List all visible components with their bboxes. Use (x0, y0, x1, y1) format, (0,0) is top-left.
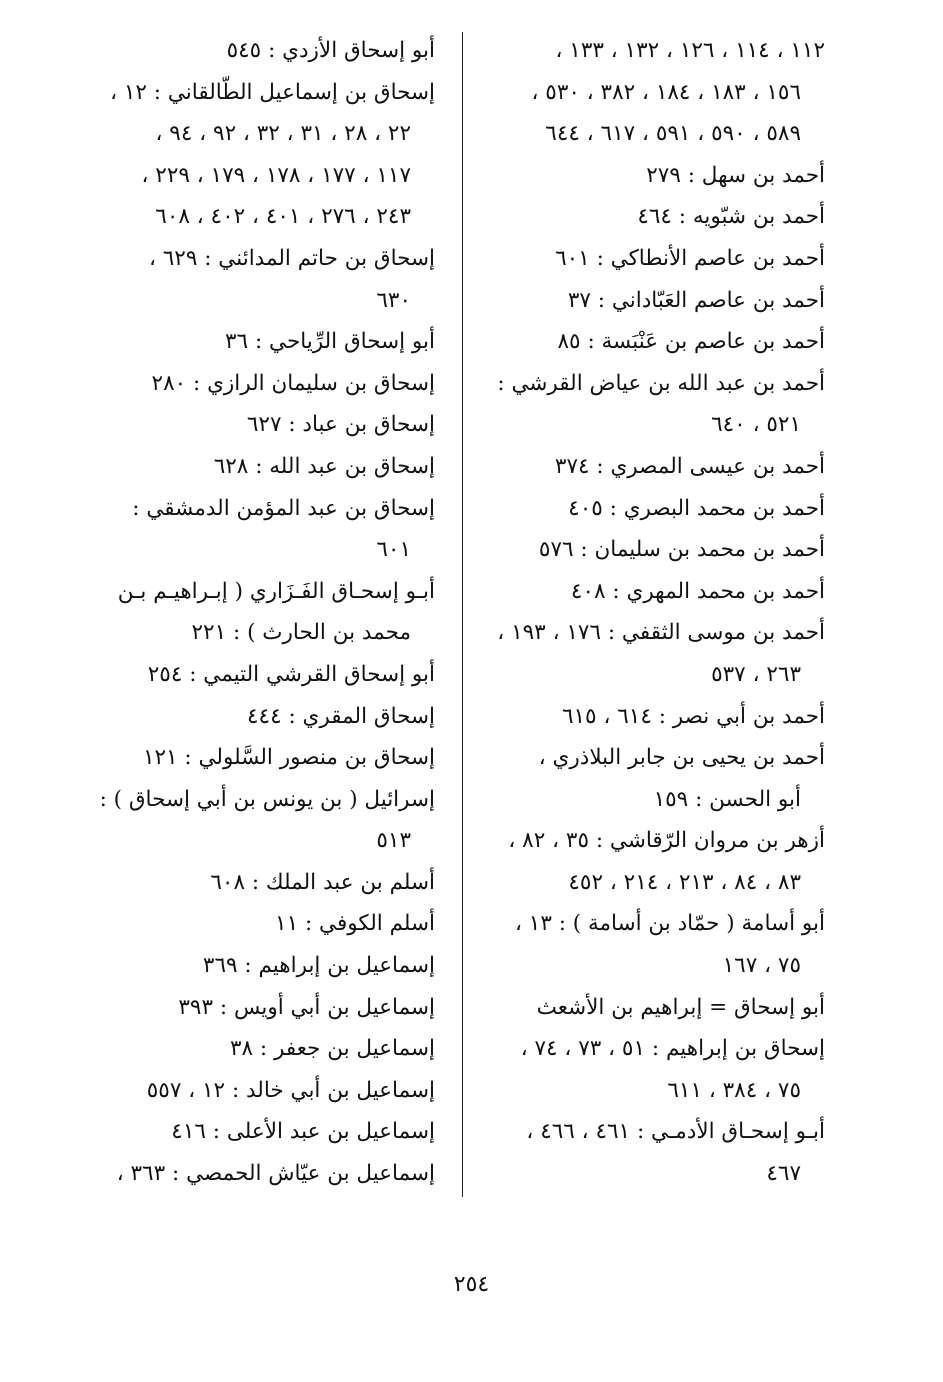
entry-line: أبو إسحاق القرشي التيمي : ٢٥٤ (147, 661, 435, 687)
index-entry (495, 1111, 825, 1194)
index-entry (99, 404, 435, 446)
index-entry (99, 571, 435, 654)
index-entry (495, 488, 825, 530)
entry-continuation-line: ٥١٣ (376, 828, 411, 854)
entry-line: إسماعيل بن أبي خالد : ١٢ ، ٥٥٧ (146, 1077, 435, 1103)
index-column-right (495, 30, 825, 1195)
index-entry (99, 446, 435, 488)
index-entry (495, 696, 825, 738)
entry-line: أحمد بن محمد المهري : ٤٠٨ (570, 578, 825, 604)
entry-line: أحمد بن عيسى المصري : ٣٧٤ (554, 453, 825, 479)
index-entry (495, 820, 825, 903)
index-entry (99, 488, 435, 571)
entry-line: أحمد بن شبّويه : ٤٦٤ (637, 204, 825, 230)
entry-line: إسماعيل بن أبي أويس : ٣٩٣ (178, 994, 435, 1020)
entry-line: أبـو إسحـاق الأدمـي : ٤٦١ ، ٤٦٦ ، (526, 1119, 825, 1145)
entry-continuation-line: ٧٥ ، ١٦٧ (722, 953, 801, 979)
entry-line: إسحاق بن إسماعيل الطّالقاني : ١٢ ، (110, 79, 435, 105)
entry-line: إسرائيل ( بن يونس بن أبي إسحاق ) : (99, 786, 435, 812)
entry-continuation-line: ٨٣ ، ٨٤ ، ٢١٣ ، ٢١٤ ، ٤٥٢ (568, 869, 801, 895)
entry-continuation-line: ٦٠١ (376, 537, 411, 563)
entry-line: أحمد بن عبد الله بن عياض القرشي : (497, 370, 825, 396)
index-entry (495, 987, 825, 1029)
index-entry (495, 1028, 825, 1111)
index-entry (495, 903, 825, 986)
entry-line: أبو إسحاق الأزدي : ٥٤٥ (226, 38, 435, 63)
index-entry (495, 571, 825, 613)
index-entry (99, 903, 435, 945)
entry-continuation-line: ٢٦٣ ، ٥٣٧ (711, 661, 801, 687)
entry-line: أحمد بن محمد بن سليمان : ٥٧٦ (538, 537, 825, 563)
entry-line: ١١٢ ، ١١٤ ، ١٢٦ ، ١٣٢ ، ١٣٣ ، (555, 38, 825, 63)
entry-line: أبو إسحاق الرِّياحي : ٣٦ (225, 329, 435, 355)
index-entry (495, 321, 825, 363)
index-column-left (99, 30, 435, 1195)
entry-line: أحمد بن أبي نصر : ٦١٤ ، ٦١٥ (561, 703, 825, 729)
index-entry (99, 1028, 435, 1070)
index-entry (495, 280, 825, 322)
entry-continuation-line: ٢٤٣ ، ٢٧٦ ، ٤٠١ ، ٤٠٢ ، ٦٠٨ (155, 204, 411, 230)
entry-continuation-line: أبو الحسن : ١٥٩ (653, 786, 801, 812)
entry-line: إسحاق بن إبراهيم : ٥١ ، ٧٣ ، ٧٤ ، (520, 1036, 825, 1062)
index-entry (495, 196, 825, 238)
entry-line: أحمد بن سهل : ٢٧٩ (646, 162, 825, 188)
entry-continuation-line: ٥٨٩ ، ٥٩٠ ، ٥٩١ ، ٦١٧ ، ٦٤٤ (545, 121, 801, 147)
index-entry (99, 945, 435, 987)
entry-continuation-line: ٥٢١ ، ٦٤٠ (711, 412, 801, 438)
index-entry (99, 363, 435, 405)
entry-line: أحمد بن موسى الثقفي : ١٧٦ ، ١٩٣ ، (497, 620, 825, 646)
entry-continuation-line: محمد بن الحارث ) : ٢٢١ (191, 620, 411, 646)
index-entry (495, 737, 825, 820)
index-entry (99, 1070, 435, 1112)
index-entry (99, 654, 435, 696)
index-entry (495, 363, 825, 446)
entry-continuation-line: ٤٦٧ (766, 1161, 801, 1187)
index-entry (495, 155, 825, 197)
index-entry (495, 529, 825, 571)
entry-line: أسلم بن عبد الملك : ٦٠٨ (210, 869, 435, 895)
index-entry (99, 987, 435, 1029)
index-entry (99, 779, 435, 862)
entry-line: أبو أسامة ( حمّاد بن أسامة ) : ١٣ ، (514, 911, 825, 937)
entry-line: إسحاق بن عبد الله : ٦٢٨ (213, 453, 435, 479)
index-entry (99, 30, 435, 72)
entry-line: أبو إسحاق = إبراهيم بن الأشعث (536, 994, 825, 1020)
index-entry (99, 862, 435, 904)
entry-line: إسحاق المقري : ٤٤٤ (246, 703, 435, 729)
entry-line: إسحاق بن سليمان الرازي : ٢٨٠ (151, 370, 435, 396)
entry-line: إسماعيل بن عبد الأعلى : ٤١٦ (171, 1119, 435, 1145)
entry-line: أحمد بن عاصم العَبّاداني : ٣٧ (567, 287, 825, 313)
entry-line: إسحاق بن منصور السَّلولي : ١٢١ (142, 745, 435, 771)
index-entry (99, 72, 435, 238)
index-entry (495, 446, 825, 488)
column-divider (462, 32, 463, 1197)
entry-continuation-line: ٢٢ ، ٢٨ ، ٣١ ، ٣٢ ، ٩٢ ، ٩٤ ، (155, 121, 411, 147)
index-entry (99, 321, 435, 363)
entry-line: أسلم الكوفي : ١١ (275, 911, 435, 937)
entry-line: أحمد بن عاصم بن عَنْبَسة : ٨٥ (557, 329, 825, 355)
entry-continuation-line: ١١٧ ، ١٧٧ ، ١٧٨ ، ١٧٩ ، ٢٢٩ ، (141, 162, 411, 188)
entry-continuation-line: ١٥٦ ، ١٨٣ ، ١٨٤ ، ٣٨٢ ، ٥٣٠ ، (531, 79, 801, 105)
entry-line: إسماعيل بن جعفر : ٣٨ (229, 1036, 435, 1062)
entry-line: إسماعيل بن إبراهيم : ٣٦٩ (202, 953, 435, 979)
index-entry (99, 737, 435, 779)
entry-continuation-line: ٧٥ ، ٣٨٤ ، ٦١١ (667, 1077, 801, 1103)
entry-line: إسماعيل بن عيّاش الحمصي : ٣٦٣ ، (116, 1161, 435, 1187)
index-entry (99, 696, 435, 738)
index-entry (495, 612, 825, 695)
index-entry (99, 1153, 435, 1195)
entry-line: إسحاق بن عبد المؤمن الدمشقي : (132, 495, 435, 521)
entry-line: إسحاق بن حاتم المدائني : ٦٢٩ ، (148, 245, 435, 271)
entry-line: أزهر بن مروان الرّقاشي : ٣٥ ، ٨٢ ، (508, 828, 825, 854)
entry-line: أحمد بن محمد البصري : ٤٠٥ (568, 495, 825, 521)
entry-line: أحمد بن عاصم الأنطاكي : ٦٠١ (555, 245, 825, 271)
entry-line: أحمد بن يحيى بن جابر البلاذري ، (538, 745, 825, 771)
entry-line: أبـو إسحـاق الفَـزَاري ( إبـراهيـم بـن (117, 578, 435, 604)
index-entry (99, 1111, 435, 1153)
entry-continuation-line: ٦٣٠ (376, 287, 411, 313)
index-entry (495, 238, 825, 280)
index-entry (495, 30, 825, 155)
index-entry (99, 238, 435, 321)
entry-line: إسحاق بن عباد : ٦٢٧ (246, 412, 435, 438)
page-number: ٢٥٤ (453, 1272, 490, 1297)
